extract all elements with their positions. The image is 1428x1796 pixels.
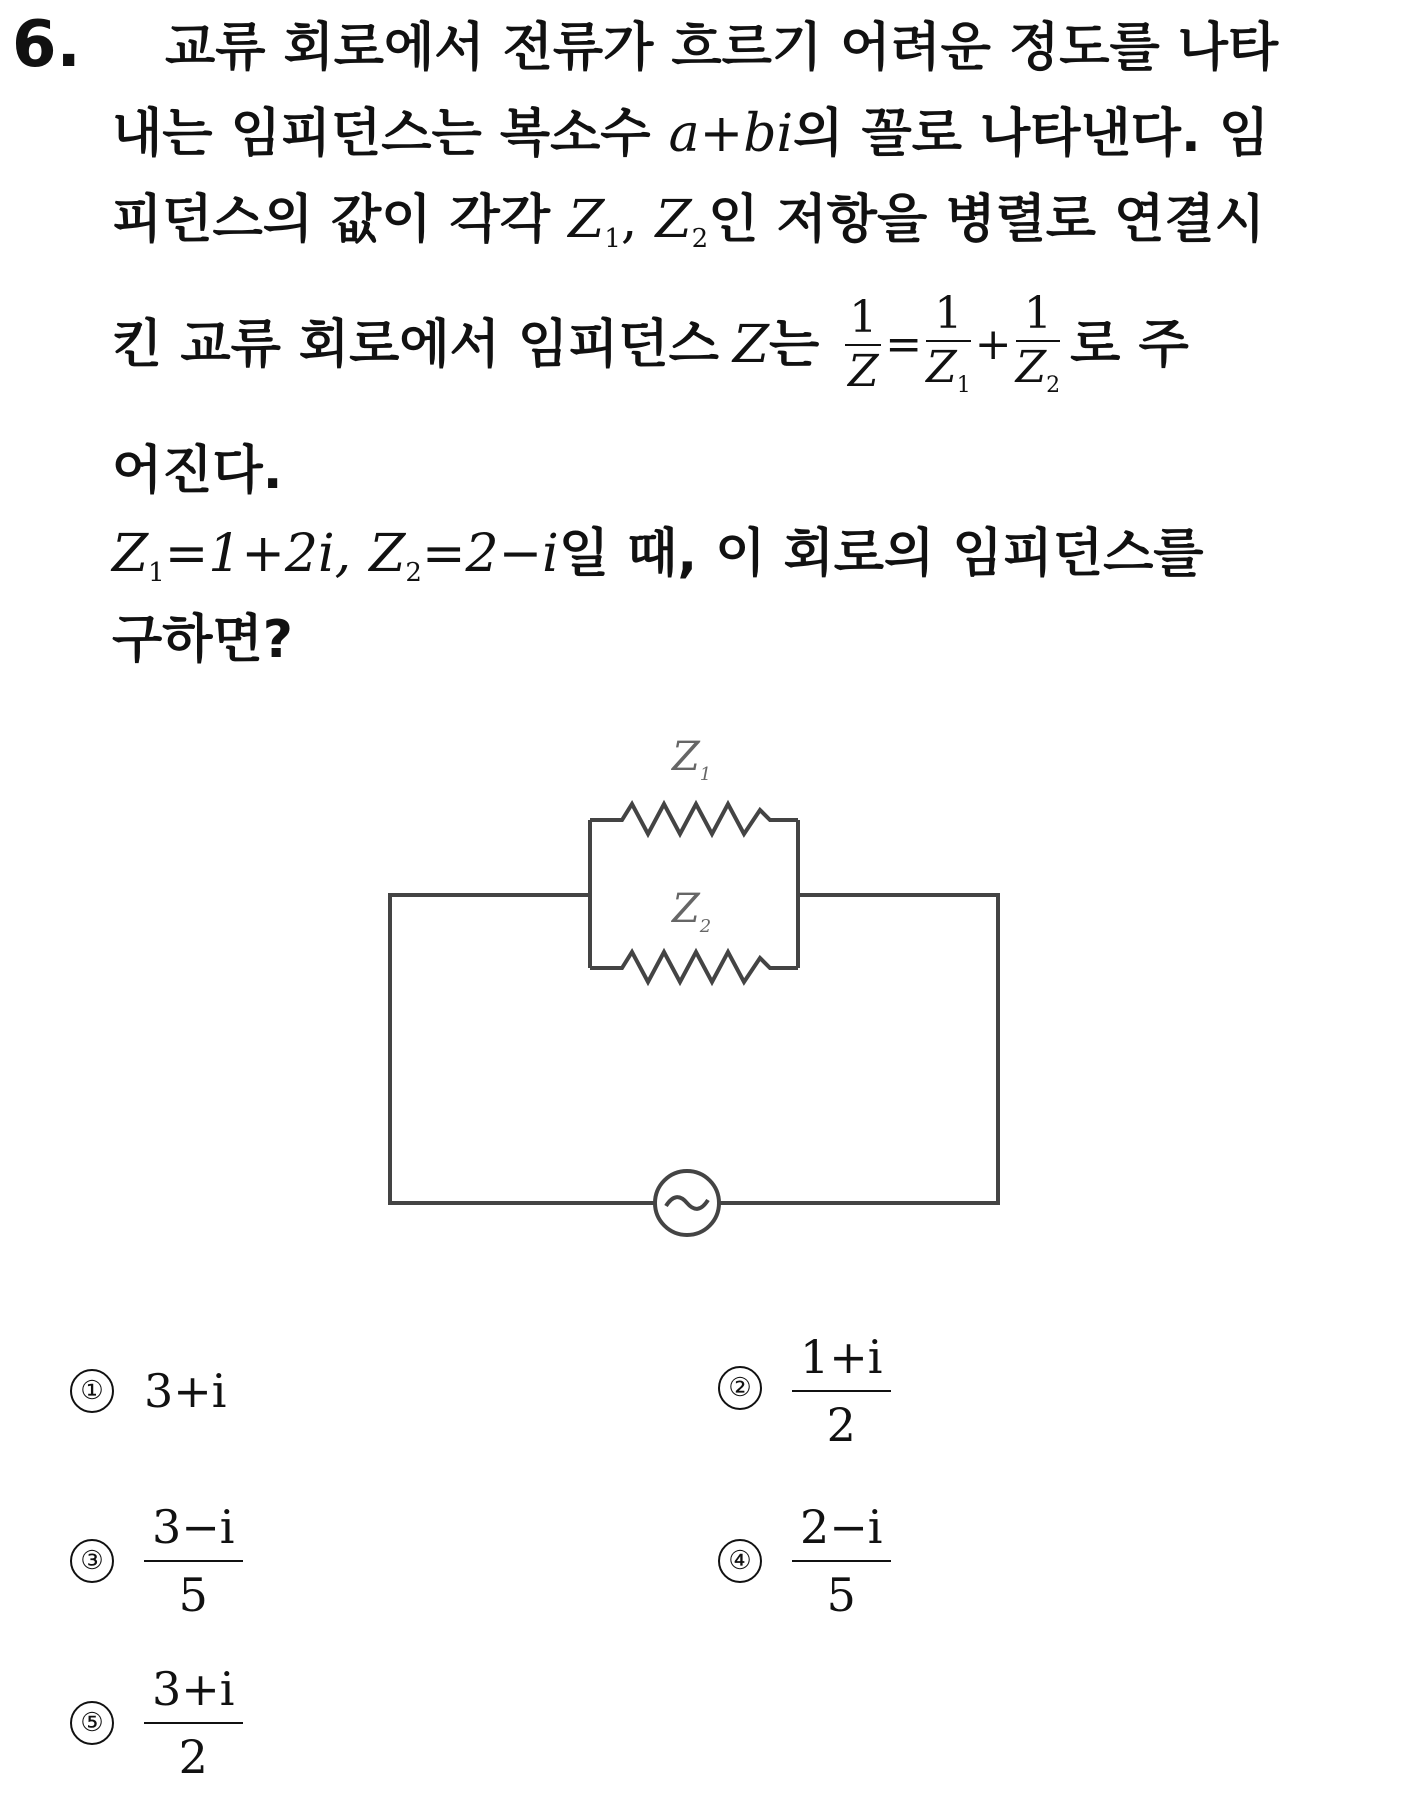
question-text-7: 구하면?	[112, 610, 293, 670]
option-4[interactable]	[718, 1500, 891, 1622]
z1-symbol: $Z_1$	[568, 190, 621, 254]
question-text-3b: 인 저항을 병렬로 연결시	[708, 190, 1265, 250]
question-line-5	[112, 441, 1372, 501]
option-fraction-4: $\frac{2-i}{5}$	[792, 1500, 891, 1622]
question-text-3a: 피던스의 값이 각각	[112, 190, 551, 250]
option-fraction-3: $\frac{3-i}{5}$	[144, 1500, 243, 1622]
resistor-z2	[590, 952, 798, 982]
z1-symbol: $Z_1$	[112, 524, 165, 588]
fraction-1-over-z2: $\frac{1}{Z_2}$	[1015, 288, 1061, 398]
question-text-4a: 킨 교류 회로에서 임피던스	[112, 314, 719, 375]
question-text-1: 교류 회로에서 전류가 흐르기 어려운 정도를 나타	[165, 18, 1279, 78]
plus-sign: +	[974, 318, 1012, 370]
option-value-1: 3+i	[144, 1364, 227, 1418]
outer-wire-right	[718, 895, 998, 1203]
option-5[interactable]	[70, 1662, 243, 1784]
z-symbol: Z	[732, 314, 770, 375]
question-line-2	[112, 104, 1372, 164]
question-text-6b: 일 때, 이 회로의 임피던스를	[558, 524, 1204, 584]
option-2[interactable]	[718, 1330, 891, 1452]
z2-symbol: $Z_2$	[369, 524, 422, 588]
question-line-1	[165, 18, 1425, 78]
resistor-z1	[590, 804, 798, 834]
option-1[interactable]	[70, 1364, 227, 1418]
equals-sign: =	[885, 318, 923, 370]
option-marker-3: ③	[70, 1539, 114, 1583]
option-fraction-5: $\frac{3+i}{2}$	[144, 1662, 243, 1784]
question-text-5: 어진다.	[112, 441, 283, 501]
question-line-3	[112, 190, 1372, 254]
question-text-2b: 의 꼴로 나타낸다. 임	[793, 104, 1270, 164]
option-marker-2: ②	[718, 1366, 762, 1410]
ac-wave	[666, 1197, 708, 1209]
comma: ,	[620, 190, 638, 250]
option-marker-5: ⑤	[70, 1701, 114, 1745]
impedance-formula	[845, 288, 1061, 398]
question-line-4	[112, 288, 1372, 398]
question-line-6	[112, 524, 1372, 588]
question-line-7	[112, 610, 1372, 670]
outer-wire	[390, 895, 655, 1203]
z2-value: =2−i	[421, 524, 559, 584]
fraction-1-over-z: $\frac{1}{Z}$	[845, 296, 881, 394]
z1-value: =1+2i,	[164, 524, 352, 584]
fraction-1-over-z1: $\frac{1}{Z_1}$	[926, 288, 971, 398]
z1-label: $Z_1$	[672, 734, 712, 785]
option-marker-1: ①	[70, 1369, 114, 1413]
question-text-4b: 는	[769, 314, 820, 375]
question-text-4c: 로 주	[1070, 314, 1189, 375]
option-marker-4: ④	[718, 1539, 762, 1583]
question-text-2a: 내는 임피던스는 복소수	[112, 104, 651, 164]
complex-form: a+bi	[668, 104, 794, 164]
question-number: 6.	[12, 8, 81, 82]
circuit-diagram	[350, 700, 1030, 1260]
option-fraction-2: $\frac{1+i}{2}$	[792, 1330, 891, 1452]
option-3[interactable]	[70, 1500, 243, 1622]
z2-label: $Z_2$	[672, 886, 712, 937]
z2-symbol: $Z_2$	[655, 190, 709, 254]
